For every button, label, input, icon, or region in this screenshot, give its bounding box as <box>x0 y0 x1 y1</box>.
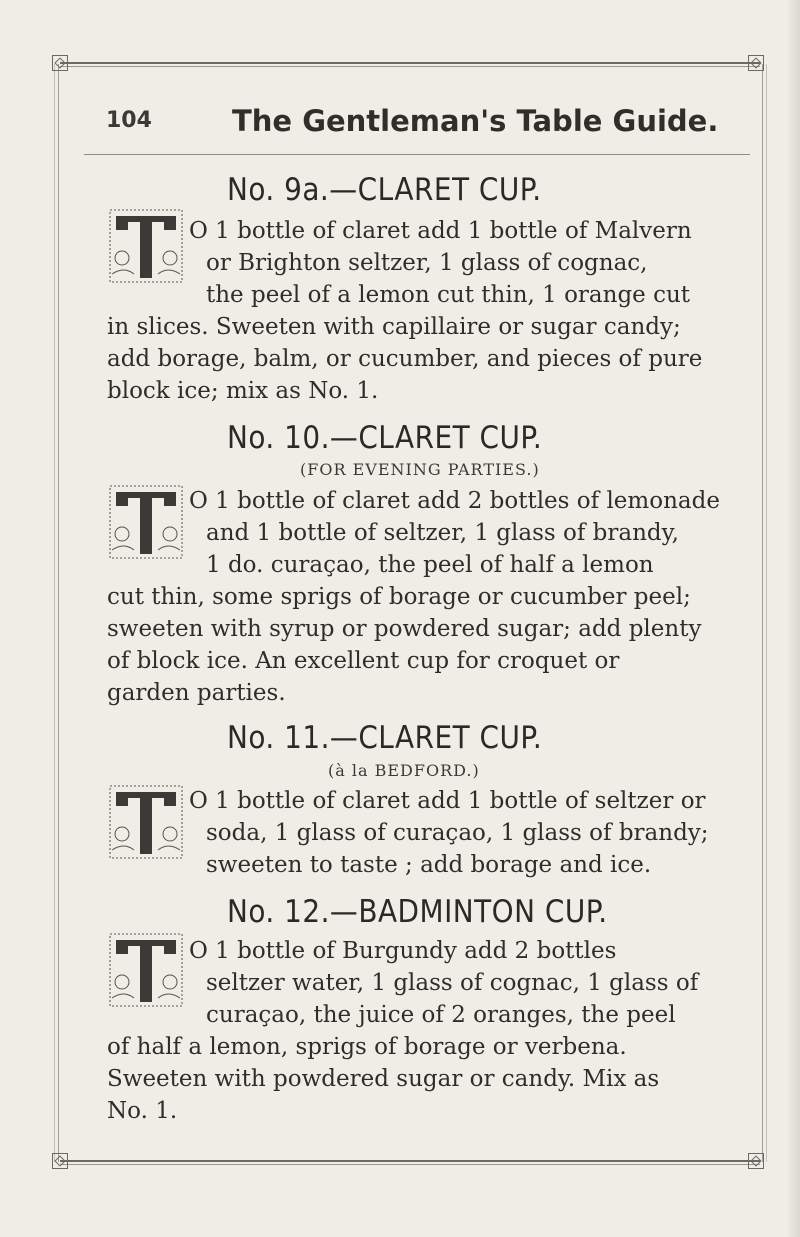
corner-ornament-icon <box>52 1153 68 1169</box>
ornamental-initial-icon <box>104 484 188 562</box>
page-number: 104 <box>106 108 152 133</box>
recipe-text-line: sweeten with syrup or powdered sugar; add plenty <box>107 616 702 642</box>
frame-rule-bottom-inner <box>60 1164 760 1165</box>
recipe-text-line: Sweeten with powdered sugar or candy. Mix as <box>107 1066 660 1092</box>
frame-rule-left <box>58 64 59 1162</box>
recipe-text-line: the peel of a lemon cut thin, 1 orange cut <box>206 282 691 308</box>
recipe-text-line: No. 1. <box>107 1098 178 1124</box>
recipe-text-line: block ice; mix as No. 1. <box>107 378 379 404</box>
recipe-text-line: cut thin, some sprigs of borage or cucumber peel; <box>107 584 691 610</box>
recipe-text-line: curaçao, the juice of 2 oranges, the peel <box>206 1002 676 1028</box>
recipe-title: No. 9a.—CLARET CUP. <box>227 172 542 208</box>
recipe-text-line: seltzer water, 1 glass of cognac, 1 glass of <box>206 970 699 996</box>
frame-rule-right-outer <box>766 64 767 1162</box>
page-edge-shadow <box>786 0 800 1237</box>
recipe-subtitle: (à la BEDFORD.) <box>328 761 480 780</box>
recipe-text-line: and 1 bottle of seltzer, 1 glass of brandy, <box>206 520 679 546</box>
corner-ornament-icon <box>748 1153 764 1169</box>
recipe-text-line: O 1 bottle of claret add 1 bottle of seltzer or <box>189 788 706 814</box>
frame-rule-bottom <box>60 1160 760 1162</box>
frame-rule-top <box>60 62 760 64</box>
recipe-text-line: of block ice. An excellent cup for croquet or <box>107 648 620 674</box>
recipe-title: No. 11.—CLARET CUP. <box>227 720 543 756</box>
recipe-text-line: O 1 bottle of claret add 2 bottles of lemonade <box>189 488 720 514</box>
recipe-text-line: sweeten to taste ; add borage and ice. <box>206 852 652 878</box>
frame-rule-right <box>762 64 763 1162</box>
frame-rule-left-outer <box>54 64 55 1162</box>
running-title: The Gentleman's Table Guide. <box>232 104 719 138</box>
corner-ornament-icon <box>52 55 68 71</box>
frame-rule-top-inner <box>60 66 760 67</box>
recipe-text-line: or Brighton seltzer, 1 glass of cognac, <box>206 250 648 276</box>
ornamental-initial-icon <box>104 932 188 1010</box>
recipe-text-line: soda, 1 glass of curaçao, 1 glass of brandy; <box>206 820 709 846</box>
recipe-text-line: add borage, balm, or cucumber, and pieces of pure <box>107 346 703 372</box>
recipe-text-line: of half a lemon, sprigs of borage or verbena. <box>107 1034 627 1060</box>
recipe-text-line: O 1 bottle of claret add 1 bottle of Malvern <box>189 218 692 244</box>
recipe-text-line: in slices. Sweeten with capillaire or sugar candy; <box>107 314 681 340</box>
ornamental-initial-icon <box>104 208 188 286</box>
recipe-text-line: O 1 bottle of Burgundy add 2 bottles <box>189 938 617 964</box>
recipe-title: No. 10.—CLARET CUP. <box>227 420 543 456</box>
corner-ornament-icon <box>748 55 764 71</box>
recipe-text-line: 1 do. curaçao, the peel of half a lemon <box>206 552 654 578</box>
ornamental-initial-icon <box>104 784 188 862</box>
recipe-subtitle: (FOR EVENING PARTIES.) <box>300 460 540 479</box>
recipe-title: No. 12.—BADMINTON CUP. <box>227 894 608 930</box>
page-header <box>106 104 726 140</box>
recipe-text-line: garden parties. <box>107 680 286 706</box>
header-rule <box>84 154 750 155</box>
